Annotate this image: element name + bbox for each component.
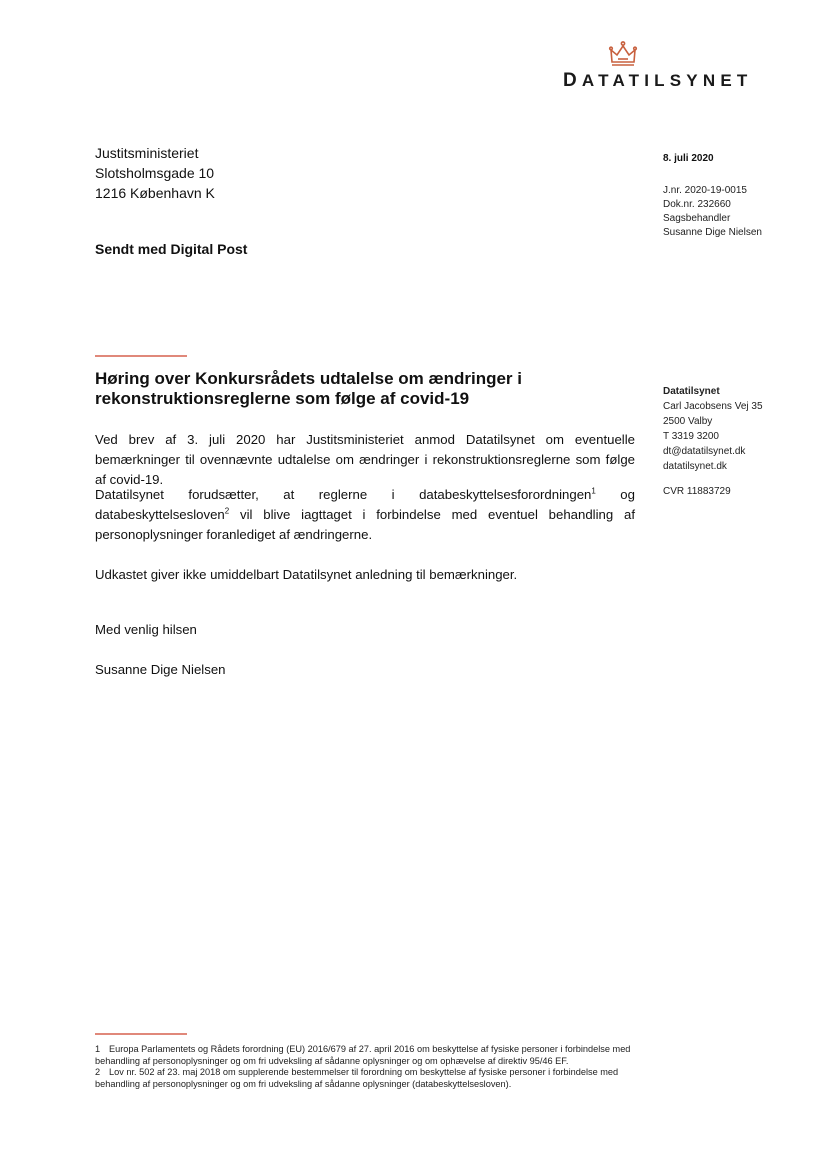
recipient-address xyxy=(95,143,215,203)
footnotes xyxy=(95,1044,635,1090)
brand-wordmark: DATATILSYNET xyxy=(563,70,753,91)
sender-email[interactable]: dt@datatilsynet.dk xyxy=(663,446,746,457)
letter-date: 8. juli 2020 xyxy=(663,153,714,164)
footnote-1: 1 Europa Parlamentets og Rådets forordning (EU) 2016/679 af 27. april 2016 om beskyttelse af fysiske personer i forbindelse med behandling af personoplysninger og om fri udveksling af sådanne oplysninger og om ophævelse af direktiv 95/46 EF. xyxy=(95,1044,631,1066)
paragraph-2: Datatilsynet forudsætter, at reglerne i databeskyttelsesforordningen$^1$ og databeskyttelsesloven$^2$ vil blive iagttaget i forbindelse med eventuel behandling af personoplysninger foranlediget af ændringerne. xyxy=(95,486,635,542)
recipient-name: Justitsministeriet xyxy=(95,145,199,161)
footnote-ref-2[interactable]: 2 xyxy=(224,506,230,516)
document-number: Dok.nr. 232660 xyxy=(663,199,731,210)
paragraph-1: Ved brev af 3. juli 2020 har Justitsministeriet anmod Datatilsynet om eventuelle bemærkninger til ovennævnte udtalelse om ændringer i rekonstruktionsreglerne som følge af covid-19. xyxy=(95,432,635,487)
paragraph-3: Udkastet giver ikke umiddelbart Datatilsynet anledning til bemærkninger. xyxy=(95,567,518,582)
signature-name: Susanne Dige Nielsen xyxy=(95,662,226,677)
sender-phone: T 3319 3200 xyxy=(663,431,719,442)
cvr-number: CVR 11883729 xyxy=(663,486,731,497)
case-handler-label: Sagsbehandler xyxy=(663,213,731,224)
footnote-ref-1[interactable]: 1 xyxy=(591,486,596,496)
footnote-2: 2 Lov nr. 502 af 23. maj 2018 om supplerende bestemmelser til forordning om beskyttelse af fysiske personer i forbindelse med behandling af personoplysninger og om fri udveksling af sådanne oplysninger (databeskyttelsesloven). xyxy=(95,1067,619,1089)
recipient-street: Slotsholmsgade 10 xyxy=(95,165,215,181)
sender-name: Datatilsynet xyxy=(663,386,720,397)
sender-street: Carl Jacobsens Vej 35 xyxy=(663,401,763,412)
delivery-method: Sendt med Digital Post xyxy=(95,241,248,257)
sender-website[interactable]: datatilsynet.dk xyxy=(663,461,727,472)
heading-divider xyxy=(95,355,187,357)
case-reference xyxy=(663,184,762,240)
closing-greeting: Med venlig hilsen xyxy=(95,622,197,637)
sender-city: 2500 Valby xyxy=(663,416,713,427)
footnote-divider xyxy=(95,1033,187,1035)
case-handler-name: Susanne Dige Nielsen xyxy=(663,227,762,238)
recipient-city: 1216 København K xyxy=(95,185,215,201)
letter-heading: Høring over Konkursrådets udtalelse om ændringer i rekonstruktionsreglerne som følge af covid-19 xyxy=(95,369,522,408)
journal-number: J.nr. 2020-19-0015 xyxy=(663,185,747,196)
sender-address xyxy=(663,384,763,474)
crown-logo-icon xyxy=(608,40,638,68)
